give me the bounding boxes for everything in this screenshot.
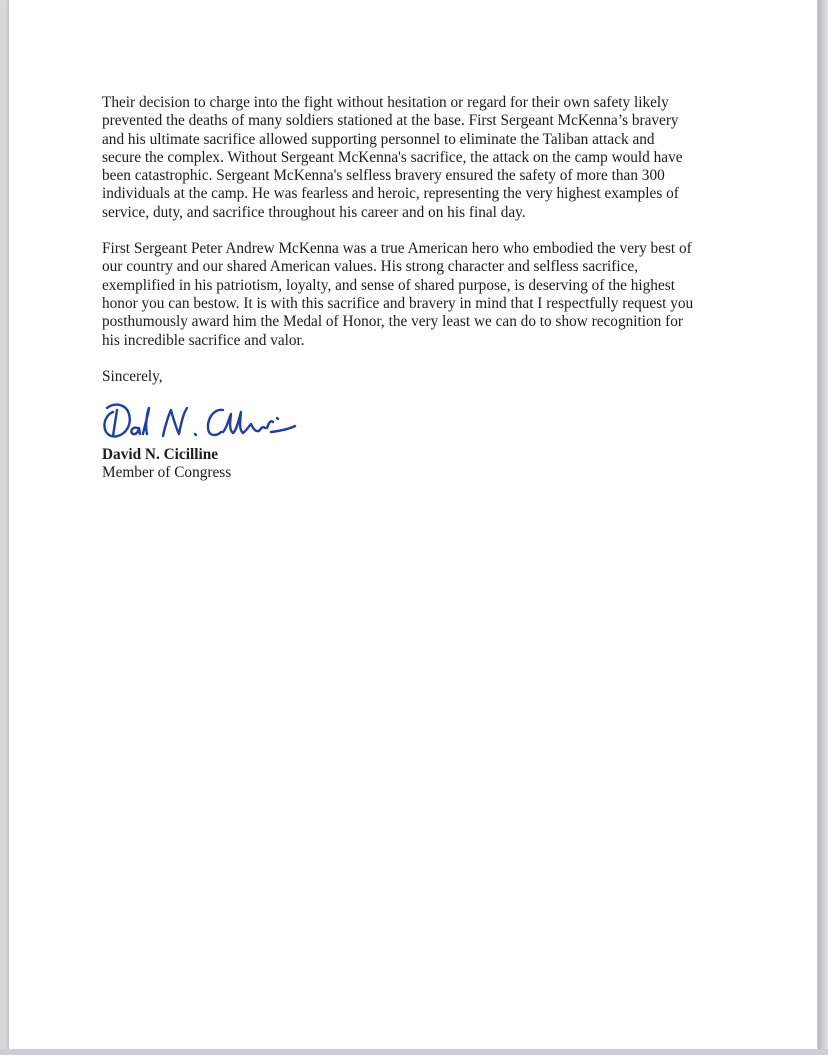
signer-name: David N. Cicilline — [102, 446, 219, 463]
letter-page — [8, 0, 818, 1050]
paragraph-1-line: secure the complex. Without Sergeant McKenna's sacrifice, the attack on the camp would have — [102, 148, 683, 166]
paragraph-1-line: prevented the deaths of many soldiers stationed at the base. First Sergeant McKenna’s bravery — [102, 112, 679, 130]
paragraph-1-line: and his ultimate sacrifice allowed supporting personnel to eliminate the Taliban attack and — [102, 130, 655, 148]
letter-body — [102, 94, 742, 386]
page-edge-shadow — [818, 0, 828, 1055]
paragraph-1-line: Their decision to charge into the fight without hesitation or regard for their own safety likely — [102, 94, 669, 111]
paragraph-2-line: posthumously award him the Medal of Honor, the very least we can do to show recognition for — [102, 313, 683, 331]
paragraph-1 — [102, 94, 742, 222]
paragraph-1-line: been catastrophic. Sergeant McKenna's selfless bravery ensured the safety of more than 300 — [102, 167, 665, 185]
paragraph-2-line: our country and our shared American values. His strong character and selfless sacrifice, — [102, 258, 639, 276]
paragraph-2-line: honor you can bestow. It is with this sacrifice and bravery in mind that I respectfully request you — [102, 294, 694, 312]
page-bottom-edge — [0, 1049, 828, 1055]
closing-salutation: Sincerely, — [102, 367, 163, 385]
paragraph-2-line: his incredible sacrifice and valor. — [102, 331, 305, 349]
signer-title: Member of Congress — [102, 464, 232, 481]
paragraph-2-line: exemplified in his patriotism, loyalty, and sense of shared purpose, is deserving of the highest — [102, 276, 675, 294]
paragraph-1-line: service, duty, and sacrifice throughout his career and on his final day. — [102, 203, 526, 221]
paragraph-2 — [102, 240, 742, 350]
paragraph-1-line: individuals at the camp. He was fearless and heroic, representing the very highest examples of — [102, 185, 679, 203]
handwritten-signature — [99, 398, 309, 448]
paragraph-2-line: First Sergeant Peter Andrew McKenna was a true American hero who embodied the very best of — [102, 240, 692, 258]
